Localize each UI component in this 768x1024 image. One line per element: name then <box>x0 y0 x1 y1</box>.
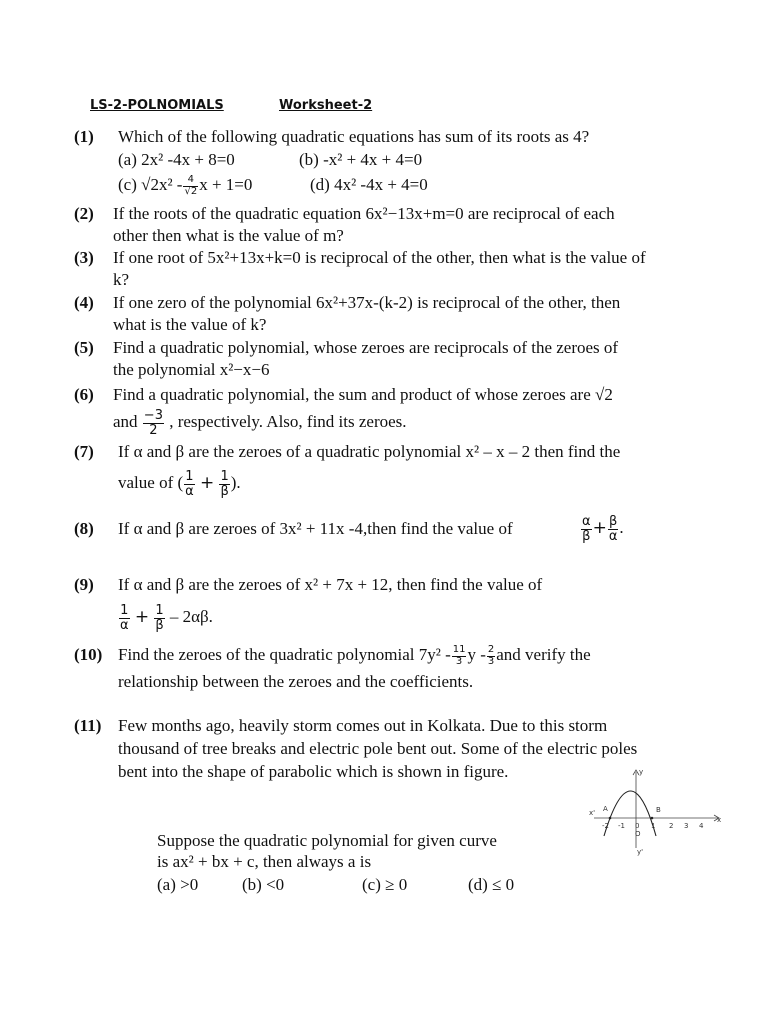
question-line-1 <box>118 637 591 673</box>
line-prefix: and <box>113 412 138 431</box>
line-suffix: ). <box>230 473 241 492</box>
fraction-denominator: α <box>185 483 194 499</box>
question-line-1: If one zero of the polynomial 6x²+37x-(k-2) is reciprocal of the other, then <box>113 293 621 312</box>
tick-label: 4 <box>699 822 704 830</box>
question-number: (9) <box>74 575 94 594</box>
fraction-denominator: 3 <box>487 655 495 667</box>
fraction-denominator: √2 <box>184 185 198 197</box>
question-line-2: the polynomial x²−x−6 <box>113 360 270 379</box>
fraction-numerator: −3 <box>143 407 163 423</box>
plus-sign: + <box>199 473 215 493</box>
option-c-fraction <box>183 175 198 197</box>
fraction-1 <box>119 604 130 632</box>
option-b: (b) -x² + 4x + 4=0 <box>299 150 423 169</box>
option-a: (a) 2x² -4x + 8=0 <box>118 150 235 169</box>
period: . <box>619 518 624 537</box>
parabola-curve <box>604 791 656 836</box>
fraction-numerator: α <box>582 513 591 529</box>
point-b-label: B <box>656 806 661 814</box>
fraction-2 <box>608 515 619 543</box>
option-c: (c) ≥ 0 <box>362 875 408 894</box>
fraction-denominator: β <box>155 617 164 633</box>
question-number: (11) <box>74 716 102 735</box>
fraction-denominator: α <box>120 617 129 633</box>
tick-label: -1 <box>618 822 625 830</box>
question-line-2: thousand of tree breaks and electric pole bent out. Some of the electric poles <box>118 739 638 758</box>
question-line-1: Find a quadratic polynomial, the sum and product of whose zeroes are √2 <box>113 385 613 404</box>
question-line-2: relationship between the zeroes and the coefficients. <box>118 672 474 691</box>
line-prefix: Find the zeroes of the quadratic polynomial 7y² - <box>118 645 451 664</box>
question-line-1: If α and β are the zeroes of a quadratic polynomial x² – x – 2 then find the <box>118 442 621 461</box>
line-prefix: value of ( <box>118 473 184 492</box>
fraction-1 <box>581 515 592 543</box>
line-suffix: – 2αβ. <box>169 607 213 626</box>
x-axis-label: x <box>717 816 722 824</box>
question-number: (6) <box>74 385 94 404</box>
question-number: (1) <box>74 127 94 146</box>
fraction-denominator: 2 <box>149 422 158 438</box>
fraction-1 <box>184 470 195 498</box>
point-a-label: A <box>603 805 608 813</box>
question-expression <box>580 504 624 552</box>
question-line-3: bent into the shape of parabolic which is shown in figure. <box>118 762 509 781</box>
plus-sign: + <box>592 518 607 538</box>
fraction-2 <box>219 470 229 498</box>
plus-sign: + <box>134 607 150 627</box>
fraction-denominator: β <box>220 483 229 499</box>
question-text: If α and β are zeroes of 3x² + 11x -4,then find the value of <box>118 519 513 538</box>
y-neg-axis-label: y' <box>637 848 644 856</box>
question-line-2: k? <box>113 270 130 289</box>
fraction-numerator: 4 <box>183 175 198 187</box>
option-c-pre: (c) √2x² - <box>118 175 183 194</box>
fraction-numerator: β <box>608 513 618 529</box>
question-number: (3) <box>74 248 94 267</box>
question-number: (5) <box>74 338 94 357</box>
fraction-numerator: 2 <box>487 644 495 656</box>
option-d: (d) 4x² -4x + 4=0 <box>310 175 428 194</box>
option-a: (a) >0 <box>157 875 199 894</box>
tick-label: 0 <box>635 822 640 830</box>
question-line-2 <box>118 463 241 503</box>
subquestion-line-1: Suppose the quadratic polynomial for given curve <box>157 831 497 850</box>
x-neg-axis-label: x' <box>589 809 596 817</box>
fraction-2 <box>487 645 495 667</box>
option-c-post: x + 1=0 <box>199 175 253 194</box>
question-text: Which of the following quadratic equations has sum of its roots as 4? <box>118 127 590 146</box>
y-axis-label: y <box>639 768 644 776</box>
question-line-2: what is the value of k? <box>113 315 267 334</box>
fraction-numerator: 1 <box>155 602 164 618</box>
question-line-1: If one root of 5x²+13x+k=0 is reciprocal of the other, then what is the value of <box>113 248 646 267</box>
line-suffix: , respectively. Also, find its zeroes. <box>169 412 407 431</box>
option-b: (b) <0 <box>242 875 285 894</box>
fraction-denominator: 3 <box>455 655 463 667</box>
origin-label: O <box>635 830 641 838</box>
tick-label: 3 <box>684 822 689 830</box>
fraction-denominator: α <box>608 528 618 544</box>
tick-label: -2 <box>602 822 609 830</box>
option-c <box>118 174 252 197</box>
worksheet-number: Worksheet-2 <box>279 98 373 113</box>
question-number: (2) <box>74 204 94 223</box>
question-number: (8) <box>74 519 94 538</box>
worksheet-title: LS-2-POLNOMIALS <box>90 98 224 113</box>
question-number: (7) <box>74 442 94 461</box>
fraction-numerator: 1 <box>220 468 229 484</box>
question-line-1: If α and β are the zeroes of x² + 7x + 12, then find the value of <box>118 575 543 594</box>
question-line-2: other then what is the value of m? <box>113 226 344 245</box>
subquestion-line-2: is ax² + bx + c, then always a is <box>157 852 372 871</box>
question-line-1: Few months ago, heavily storm comes out in Kolkata. Due to this storm <box>118 716 608 735</box>
question-line-2 <box>118 596 213 638</box>
question-number: (4) <box>74 293 94 312</box>
fraction-numerator: 11 <box>452 644 466 656</box>
tick-label: 2 <box>669 822 674 830</box>
fraction-numerator: 1 <box>185 468 194 484</box>
point-b <box>651 817 654 820</box>
fraction-numerator: 1 <box>120 602 129 618</box>
option-d: (d) ≤ 0 <box>468 875 515 894</box>
question-number: (10) <box>74 645 103 664</box>
fraction-2 <box>154 604 164 632</box>
fraction-1 <box>452 645 467 667</box>
question-line-2 <box>113 404 407 440</box>
line-middle: y - <box>467 645 486 664</box>
fraction <box>143 409 164 437</box>
point-a <box>609 817 612 820</box>
line-suffix: and verify the <box>496 645 591 664</box>
question-line-1: Find a quadratic polynomial, whose zeroes are reciprocals of the zeroes of <box>113 338 619 357</box>
parabola-figure <box>586 766 726 856</box>
question-line-1: If the roots of the quadratic equation 6x²−13x+m=0 are reciprocal of each <box>113 204 615 223</box>
tick-label: 1 <box>651 822 656 830</box>
fraction-denominator: β <box>582 528 591 544</box>
